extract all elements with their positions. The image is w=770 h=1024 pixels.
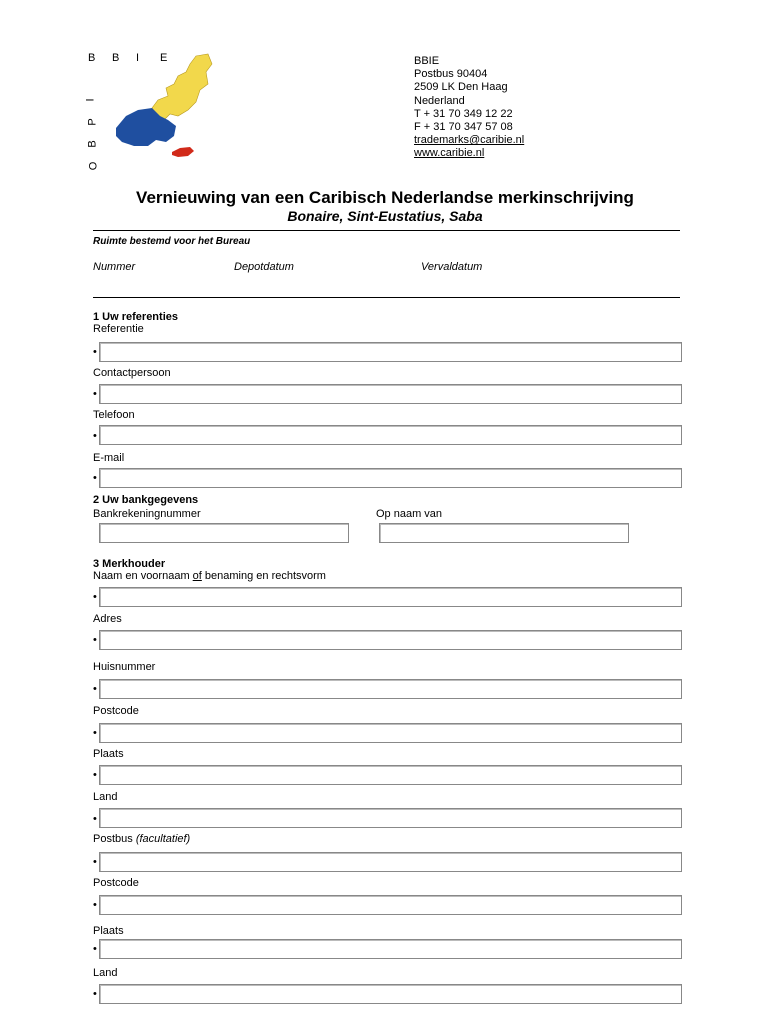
islands-map-icon xyxy=(108,50,218,162)
bullet: • xyxy=(93,591,97,603)
bullet: • xyxy=(93,727,97,739)
bullet: • xyxy=(93,388,97,400)
label-text: benaming en rechtsvorm xyxy=(201,570,326,582)
label-land: Land xyxy=(93,791,118,803)
adres-field[interactable] xyxy=(99,630,682,650)
section-1-heading: 1 Uw referenties xyxy=(93,311,178,323)
land-2-field[interactable] xyxy=(99,984,682,1004)
postal-city: 2509 LK Den Haag xyxy=(414,81,508,94)
logo-letter: B xyxy=(88,52,96,64)
label-bankrekeningnummer: Bankrekeningnummer xyxy=(93,508,201,520)
office-label: Ruimte bestemd voor het Bureau xyxy=(93,236,251,247)
label-adres: Adres xyxy=(93,613,122,625)
op-naam-van-field[interactable] xyxy=(379,523,629,543)
country: Nederland xyxy=(414,94,465,107)
bullet: • xyxy=(93,856,97,868)
bullet: • xyxy=(93,346,97,358)
address-block xyxy=(414,55,524,161)
label-text: Naam en voornaam xyxy=(93,570,193,582)
divider xyxy=(93,230,680,231)
plaats-field[interactable] xyxy=(99,765,682,785)
bullet: • xyxy=(93,899,97,911)
email-field[interactable] xyxy=(99,468,682,488)
label-plaats: Plaats xyxy=(93,748,124,760)
label-plaats-2: Plaats xyxy=(93,925,124,937)
land-field[interactable] xyxy=(99,808,682,828)
section-2-heading: 2 Uw bankgegevens xyxy=(93,494,199,506)
label-telefoon: Telefoon xyxy=(93,409,135,421)
label-postcode-2: Postcode xyxy=(93,877,139,889)
postcode-field[interactable] xyxy=(99,723,682,743)
contactpersoon-field[interactable] xyxy=(99,384,682,404)
postbus: Postbus 90404 xyxy=(414,68,488,81)
naam-field[interactable] xyxy=(99,587,682,607)
label-text: Postbus xyxy=(93,833,136,845)
phone: T + 31 70 349 12 22 xyxy=(414,107,513,120)
label-land-2: Land xyxy=(93,967,118,979)
label-text: of xyxy=(192,570,202,582)
page-title: Vernieuwing van een Caribisch Nederlandse merkinschrijving xyxy=(136,188,634,207)
postcode-2-field[interactable] xyxy=(99,895,682,915)
bullet: • xyxy=(93,943,97,955)
office-depotdatum: Depotdatum xyxy=(234,261,294,273)
label-huisnummer: Huisnummer xyxy=(93,661,156,673)
logo-letter: B xyxy=(112,52,120,64)
website-link[interactable]: www.caribie.nl xyxy=(414,147,485,160)
bullet: • xyxy=(93,988,97,1000)
logo-letter: P xyxy=(86,118,99,126)
label-email: E-mail xyxy=(93,452,125,464)
label-contactpersoon: Contactpersoon xyxy=(93,367,171,379)
logo-letter: E xyxy=(160,52,168,64)
bullet: • xyxy=(93,683,97,695)
logo-letter: O xyxy=(87,161,100,171)
logo-letter: I xyxy=(136,52,140,64)
label-referentie: Referentie xyxy=(93,323,144,335)
bullet: • xyxy=(93,634,97,646)
label-postbus xyxy=(93,833,190,845)
bullet: • xyxy=(93,813,97,825)
label-text: (facultatief) xyxy=(135,833,191,845)
org-name: BBIE xyxy=(414,55,440,67)
label-postcode: Postcode xyxy=(93,705,139,717)
email-link[interactable]: trademarks@caribie.nl xyxy=(414,134,525,147)
office-nummer: Nummer xyxy=(93,261,136,273)
bullet: • xyxy=(93,769,97,781)
logo-yellow-island xyxy=(152,54,212,120)
label-naam xyxy=(93,570,326,582)
telefoon-field[interactable] xyxy=(99,425,682,445)
divider xyxy=(93,297,680,298)
fax: F + 31 70 347 57 08 xyxy=(414,121,513,134)
label-op-naam-van: Op naam van xyxy=(376,508,443,520)
postbus-field[interactable] xyxy=(99,852,682,872)
bbie-logo xyxy=(84,50,228,171)
logo-letter: I xyxy=(84,98,97,102)
logo-letter: B xyxy=(86,140,99,148)
section-3-heading: 3 Merkhouder xyxy=(93,558,166,570)
referentie-field[interactable] xyxy=(99,342,682,362)
office-vervaldatum: Vervaldatum xyxy=(421,261,483,273)
bankrekeningnummer-field[interactable] xyxy=(99,523,349,543)
bullet: • xyxy=(93,430,97,442)
bullet: • xyxy=(93,472,97,484)
page-subtitle: Bonaire, Sint-Eustatius, Saba xyxy=(287,208,483,224)
huisnummer-field[interactable] xyxy=(99,679,682,699)
plaats-2-field[interactable] xyxy=(99,939,682,959)
logo-red-island xyxy=(172,147,194,157)
